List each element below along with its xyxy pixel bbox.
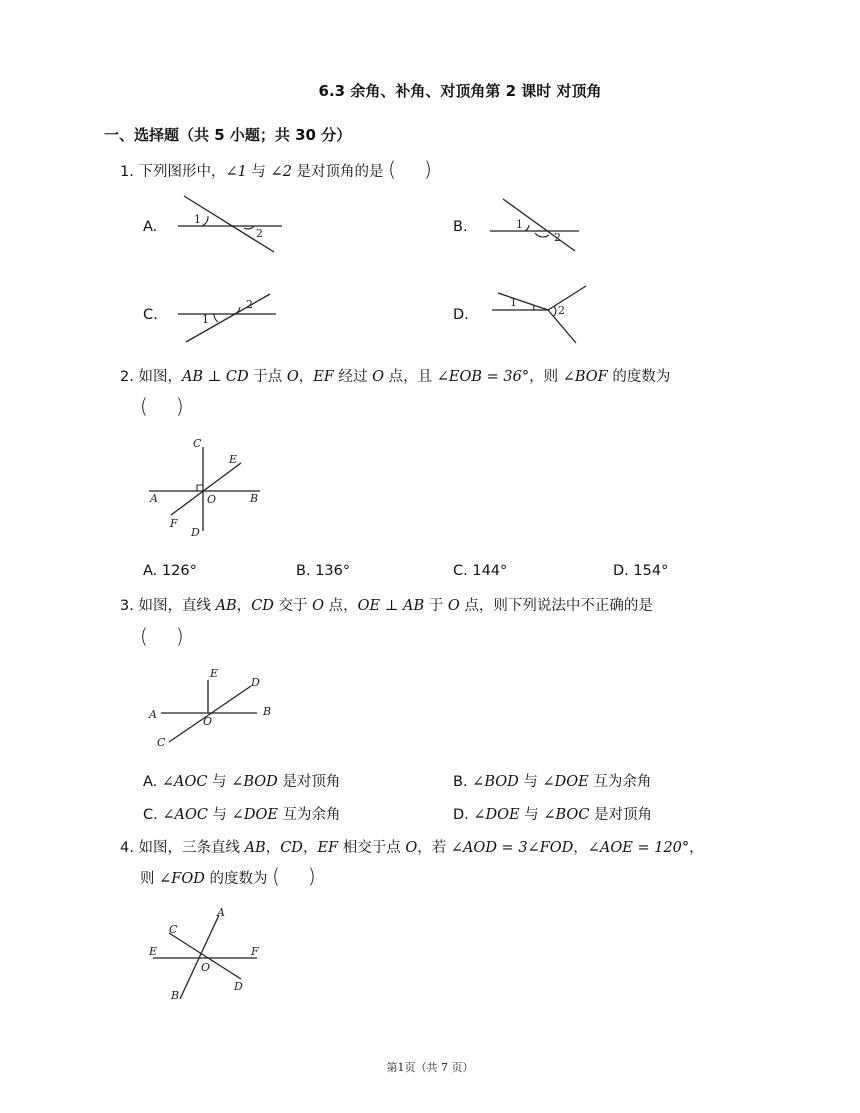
label-1: 1	[202, 313, 209, 326]
option-b[interactable]: B.	[453, 219, 468, 235]
question-text: ，则	[529, 369, 563, 385]
math-oe-perp-ab: OE ⊥ AB	[357, 598, 425, 614]
option-text: 与	[518, 774, 543, 790]
point-f: F	[170, 517, 178, 530]
option-letter: C.	[143, 807, 158, 823]
option-value: 136°	[315, 563, 351, 579]
option-letter: D.	[613, 563, 629, 579]
angle-arc-1	[525, 225, 529, 231]
point-o: O	[201, 961, 211, 974]
point-d: D	[234, 980, 243, 993]
angle-arc-2	[535, 233, 549, 237]
question-text: 则	[140, 871, 160, 887]
question-text: 如图，直线	[138, 598, 216, 614]
math-angle-bof: ∠BOF	[562, 369, 608, 385]
answer-paren-open: (	[140, 624, 148, 648]
answer-paren-close: )	[423, 157, 432, 181]
question-text: 如图，三条直线	[138, 840, 245, 856]
question-3	[120, 596, 653, 616]
question-1	[120, 159, 432, 182]
option-value: 126°	[161, 563, 197, 579]
question-text: ，	[302, 840, 318, 856]
answer-paren-open: (	[140, 394, 148, 418]
question-text: 的度数为	[204, 871, 268, 887]
math-o: O	[372, 369, 385, 385]
math-angle: ∠AOC	[162, 807, 208, 823]
figure-1a	[170, 190, 290, 260]
angle-arc-1	[214, 314, 218, 322]
slant-line	[503, 199, 575, 251]
point-b: B	[263, 705, 272, 718]
math-ef: EF	[313, 369, 334, 385]
figure-3	[145, 664, 280, 754]
right-angle-mark	[197, 485, 203, 491]
math-angle: ∠DOE	[231, 807, 278, 823]
question-text: 经过	[333, 369, 373, 385]
option-d[interactable]: D.	[453, 307, 469, 323]
option-d[interactable]	[613, 563, 668, 579]
label-1: 1	[194, 213, 201, 226]
page-title: 6.3 余角、补角、对顶角第 2 课时 对顶角	[318, 82, 602, 100]
math-angle: ∠BOD	[231, 774, 278, 790]
label-1: 1	[510, 296, 517, 309]
option-letter: D.	[453, 807, 469, 823]
point-d: D	[191, 526, 200, 539]
math-angle: ∠DOE	[473, 807, 520, 823]
math-o: O	[405, 840, 418, 856]
question-text: ，若	[417, 840, 451, 856]
point-o: O	[207, 493, 217, 506]
math-o: O	[286, 369, 299, 385]
slant-line-upper-left	[498, 293, 548, 310]
option-letter: C.	[453, 563, 468, 579]
question-text: ，	[573, 840, 588, 856]
option-c[interactable]	[453, 563, 507, 579]
option-a[interactable]	[143, 770, 340, 791]
label-1: 1	[516, 218, 523, 231]
label-2: 2	[554, 231, 561, 244]
figure-4	[145, 903, 270, 1003]
option-value: 154°	[633, 563, 669, 579]
math-o: O	[447, 598, 460, 614]
math-ab-perp-cd: AB ⊥ CD	[181, 369, 249, 385]
question-2-answer	[140, 396, 184, 419]
option-text: 互为余角	[277, 807, 341, 823]
point-f: F	[251, 945, 259, 958]
question-4-line2	[140, 866, 316, 889]
option-text: 互为余角	[588, 774, 652, 790]
question-3-answer	[140, 626, 184, 649]
angle-arc-1	[202, 216, 208, 226]
math-angle: ∠AOC	[161, 774, 208, 790]
question-text: 点，且	[384, 369, 437, 385]
label-2: 2	[246, 298, 253, 311]
page-footer: 第1页（共 7 页）	[386, 1061, 474, 1074]
option-text: 与	[207, 807, 232, 823]
angle-arc-2	[234, 307, 240, 314]
math-cd: CD	[251, 598, 274, 614]
option-a[interactable]	[143, 563, 197, 579]
point-e: E	[229, 453, 238, 466]
line-cd	[169, 686, 251, 742]
question-text: 于	[424, 598, 448, 614]
angle-1: ∠1	[225, 164, 247, 180]
math-ab: AB	[215, 598, 237, 614]
option-d[interactable]	[453, 803, 652, 824]
point-c: C	[157, 736, 166, 749]
math-angle-relation: ∠AOD = 3∠FOD	[450, 840, 574, 856]
math-ab: AB	[244, 840, 266, 856]
line-ab	[180, 915, 219, 999]
math-angle: ∠BOD	[472, 774, 519, 790]
math-angle-aoe: ∠AOE = 120°	[587, 840, 690, 856]
point-a: A	[149, 708, 157, 721]
question-text: 的度数为	[607, 369, 671, 385]
option-letter: A.	[143, 774, 158, 790]
math-ef: EF	[317, 840, 339, 856]
label-2: 2	[558, 304, 565, 317]
point-c: C	[193, 437, 202, 450]
option-letter: B.	[296, 563, 311, 579]
question-text: 于点	[248, 369, 287, 385]
point-d: D	[251, 676, 260, 689]
figure-1b	[485, 195, 585, 260]
option-a[interactable]: A.	[143, 219, 158, 235]
figure-1c	[170, 288, 285, 348]
math-o: O	[312, 598, 325, 614]
question-number: 2.	[120, 369, 134, 385]
question-2	[120, 367, 670, 387]
question-text: 下列图形中，	[138, 164, 226, 180]
option-value: 144°	[472, 563, 508, 579]
answer-paren-close: )	[307, 864, 316, 888]
question-text: 是对顶角的是	[291, 164, 384, 180]
angle-2: ∠2	[270, 164, 292, 180]
math-angle-eob: ∠EOB = 36°	[436, 369, 530, 385]
question-text: 相交于点	[338, 840, 406, 856]
question-text: ，	[236, 598, 252, 614]
question-4	[120, 838, 704, 858]
point-c: C	[169, 923, 178, 936]
point-a: A	[217, 906, 225, 919]
option-b[interactable]	[453, 770, 651, 791]
option-b[interactable]	[296, 563, 350, 579]
option-text: 与	[207, 774, 232, 790]
question-text: ，	[298, 369, 314, 385]
slant-line	[186, 294, 270, 342]
math-angle: ∠DOE	[542, 774, 589, 790]
question-number: 3.	[120, 598, 134, 614]
section-heading: 一、选择题（共 5 小题；共 30 分）	[104, 126, 352, 144]
math-angle: ∠BOC	[543, 807, 590, 823]
question-number: 1.	[120, 164, 134, 180]
question-text: 交于	[273, 598, 313, 614]
answer-paren-open: (	[388, 157, 396, 181]
question-text: 与	[246, 164, 271, 180]
option-letter: A.	[143, 563, 158, 579]
answer-paren-close: )	[175, 394, 184, 418]
option-c[interactable]: C.	[143, 307, 158, 323]
point-e: E	[149, 945, 158, 958]
answer-paren-close: )	[175, 624, 184, 648]
question-text: ，	[689, 840, 704, 856]
question-text: 点，则下列说法中不正确的是	[459, 598, 653, 614]
point-b: B	[250, 492, 259, 505]
option-letter: B.	[453, 774, 468, 790]
math-cd: CD	[280, 840, 303, 856]
point-a: A	[150, 492, 158, 505]
point-e: E	[210, 667, 219, 680]
question-number: 4.	[120, 840, 134, 856]
line-ef	[171, 463, 241, 515]
answer-paren-open: (	[272, 864, 280, 888]
math-angle-fod: ∠FOD	[159, 871, 205, 887]
point-b: B	[171, 989, 180, 1002]
label-2: 2	[256, 227, 263, 240]
option-text: 与	[519, 807, 544, 823]
option-text: 是对顶角	[277, 774, 341, 790]
point-o: O	[203, 715, 213, 728]
angle-arc-2	[554, 306, 556, 316]
figure-1d	[488, 283, 593, 348]
figure-2	[145, 435, 270, 545]
question-text: 如图，	[138, 369, 182, 385]
option-text: 是对顶角	[589, 807, 653, 823]
option-c[interactable]	[143, 803, 341, 824]
question-text: 点，	[324, 598, 358, 614]
question-text: ，	[265, 840, 281, 856]
